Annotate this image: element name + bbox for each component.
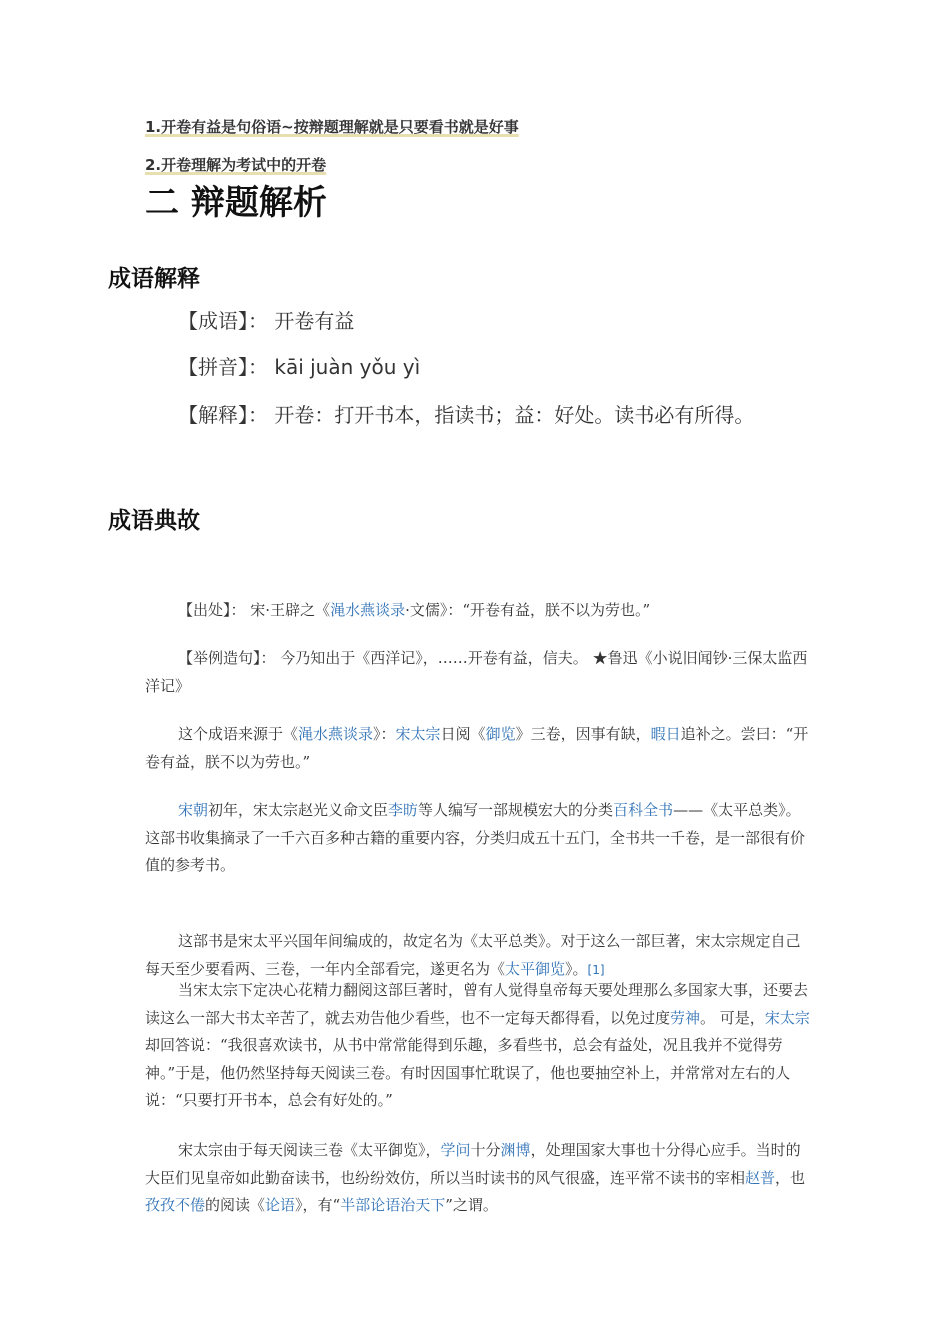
text-span: 》：: [373, 725, 396, 743]
text-span: 这个成语来源于《: [178, 725, 299, 743]
link-encyclopedia[interactable]: 百科全书: [613, 801, 674, 819]
text-span: 今乃知出于《西洋记》，……开卷有益，信夫。 ★鲁迅《小说旧闻钞·三保太监西洋记》: [145, 649, 808, 695]
link-lunyu[interactable]: 论语: [265, 1196, 296, 1214]
text-span: 》。: [565, 959, 588, 978]
text-span: 却回答说：“我很喜欢读书，从书中常常能得到乐趣，多看些书，总会有益处，况且我并不觉得劳神。”于是，他仍然坚持每天阅读三卷。有时因国事忙耽误了，他也要抽空补上，并常常对左右的人说：“只要打开书本，总会有好处的。”: [145, 1036, 791, 1109]
link-yuanbo[interactable]: 渊博: [500, 1141, 531, 1159]
link-song-chao[interactable]: 宋朝: [178, 801, 209, 819]
text-span: 宋太宗由于每天阅读三卷《太平御览》，: [178, 1141, 441, 1159]
note-1: 1.开卷有益是句俗语~按辩题理解就是只要看书就是好事: [145, 118, 519, 136]
text-span: ——《太平总类》。 这部书收集摘录了一千六百多种古籍的重要内容，分类归成五十五门，全书共一千卷，是一部很有价值的参考书。: [145, 801, 806, 874]
paragraph-reading: [145, 1137, 810, 1220]
pinyin-label: 【拼音】：: [178, 355, 268, 379]
text-span: 日阅《: [440, 725, 486, 743]
text-span: 当宋太宗下定决心花精力翻阅这部巨著时，曾有人觉得皇帝每天要处理那么多国家大事，还要去读这么一部大书太辛苦了，就去劝告他少看些，也不一定每天都得看，以免过度: [145, 981, 809, 1027]
paragraph-book: [145, 928, 810, 984]
section-heading-debate-analysis: 二 辩题解析: [145, 183, 327, 223]
reference-link[interactable]: [1]: [587, 962, 605, 977]
definition-meaning: [145, 401, 805, 430]
link-xiari[interactable]: 暇日: [650, 725, 681, 743]
note-2: 2.开卷理解为考试中的开卷: [145, 156, 327, 174]
text-span: 。 可是，: [700, 1008, 765, 1027]
link-song-taizong[interactable]: 宋太宗: [395, 725, 441, 743]
link-zizi-bujuan[interactable]: 孜孜不倦: [145, 1196, 206, 1214]
text-span: 》，有“: [295, 1196, 341, 1214]
text-span: ，也: [775, 1168, 806, 1187]
link-yulan[interactable]: 御览: [485, 725, 516, 743]
subheading-idiom-explanation: 成语解释: [108, 266, 200, 292]
link-xuewen[interactable]: 学问: [440, 1141, 471, 1159]
definition-idiom: [145, 307, 805, 336]
link-song-taizong[interactable]: 宋太宗: [764, 1008, 810, 1027]
text-span: 的阅读《: [205, 1196, 266, 1214]
link-banbu-lunyu[interactable]: 半部论语治天下: [340, 1196, 446, 1214]
link-mianshui-yantan-lu[interactable]: 渑水燕谈录: [298, 725, 374, 743]
text-span: 宋·王辟之《: [250, 601, 331, 619]
link-li-fang[interactable]: 李昉: [388, 801, 419, 819]
text-span: 初年，宋太宗赵光义命文臣: [208, 801, 389, 819]
paragraph-example: [145, 645, 810, 700]
idiom-value: 开卷有益: [274, 309, 355, 333]
example-label: 【举例造句】：: [178, 649, 276, 667]
paragraph-origin: [145, 721, 810, 776]
paragraph-song-dynasty: [145, 797, 810, 880]
text-span: 追补之。尝曰：“开卷有益，朕不以为劳也。”: [145, 725, 809, 771]
text-span: ·文儒》：“开卷有益，朕不以为劳也。”: [405, 601, 651, 619]
link-mianshui-yantan-lu[interactable]: 渑水燕谈录: [330, 601, 406, 619]
meaning-label: 【解释】：: [178, 403, 268, 427]
paragraph-decision: [145, 977, 810, 1115]
text-span: ”之谓。: [445, 1196, 498, 1214]
subheading-idiom-story: 成语典故: [108, 508, 200, 534]
source-label: 【出处】：: [178, 601, 246, 619]
idiom-label: 【成语】：: [178, 309, 268, 333]
link-zhao-pu[interactable]: 赵普: [745, 1168, 776, 1187]
link-taiping-yulan[interactable]: 太平御览: [505, 959, 566, 978]
text-span: 十分: [470, 1141, 501, 1159]
meaning-value: 开卷：打开书本，指读书；益：好处。读书必有所得。: [274, 403, 755, 427]
link-laoshen[interactable]: 劳神: [670, 1008, 701, 1027]
text-span: 》三卷，因事有缺，: [515, 725, 651, 743]
text-span: 等人编写一部规模宏大的分类: [418, 801, 614, 819]
pinyin-value: kāi juàn yǒu yì: [274, 355, 421, 379]
definition-pinyin: [145, 353, 805, 382]
text-span: ，处理国家大事也十分得心应手。当时的大臣们见皇帝如此勤奋读书，也纷纷效仿，所以当时读书的风气很盛，连平常不读书的宰相: [145, 1141, 801, 1187]
text-span: 这部书是宋太平兴国年间编成的，故定名为《太平总类》。对于这么一部巨著，宋太宗规定自己每天至少要看两、三卷，一年内全部看完，遂更名为《: [145, 932, 801, 978]
paragraph-source: [145, 597, 810, 625]
